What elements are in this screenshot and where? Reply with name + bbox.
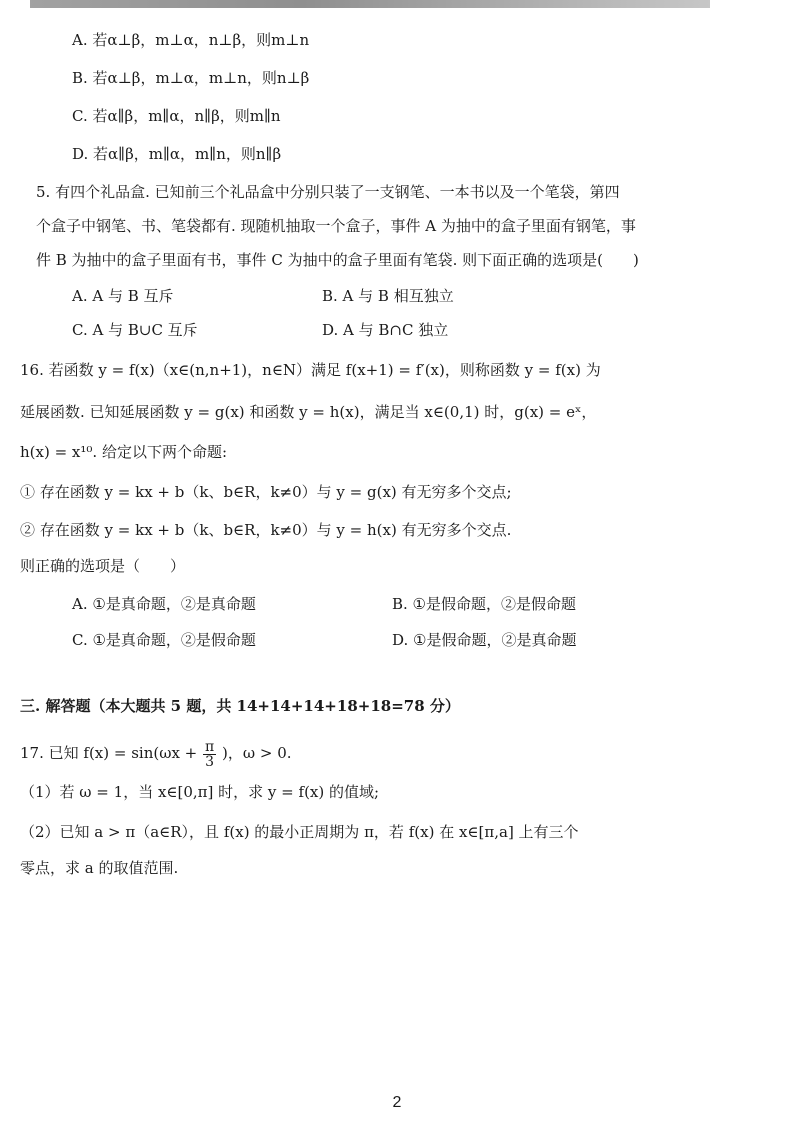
q17-stem-before: 17. 已知 f(x) = sin(ωx + — [20, 744, 198, 762]
q5-stem-line-3: 件 B 为抽中的盒子里面有书，事件 C 为抽中的盒子里面有笔袋. 则下面正确的选项是( ) — [36, 251, 639, 269]
section-3-heading: 三. 解答题（本大题共 5 题，共 14+14+14+18+18=78 分） — [20, 697, 460, 715]
q17-part-1: （1）若 ω = 1，当 x∈[0,π] 时，求 y = f(x) 的值域; — [20, 783, 380, 801]
q4-option-b: B. 若α⊥β，m⊥α，m⊥n，则n⊥β — [72, 69, 310, 87]
q17-stem-after: )，ω > 0. — [222, 744, 292, 762]
q17-fraction — [203, 740, 216, 769]
q4-option-d: D. 若α∥β，m∥α，m∥n，则n∥β — [72, 145, 282, 163]
cropped-question-header-scan-artifact — [30, 0, 710, 8]
q16-option-b: B. ①是假命题，②是假命题 — [392, 595, 577, 613]
q17-stem — [20, 736, 292, 770]
q17-fraction-denominator: 3 — [205, 753, 215, 770]
q17-fraction-numerator: π — [205, 738, 215, 755]
q16-option-d: D. ①是假命题，②是真命题 — [392, 631, 577, 649]
q16-prompt: 则正确的选项是（ ） — [20, 557, 186, 575]
q17-part-2-line-2: 零点，求 a 的取值范围. — [20, 859, 179, 877]
q16-proposition-2: ② 存在函数 y = kx + b（k、b∈R，k≠0）与 y = h(x) 有无穷多个交点. — [20, 521, 512, 539]
q16-stem-line-3: h(x) = x¹⁰. 给定以下两个命题: — [20, 443, 228, 461]
q5-option-b: B. A 与 B 相互独立 — [322, 287, 454, 305]
q5-stem-line-1: 5. 有四个礼品盒. 已知前三个礼品盒中分别只装了一支钢笔、一本书以及一个笔袋，第四 — [36, 183, 620, 201]
q16-option-a: A. ①是真命题，②是真命题 — [72, 595, 256, 613]
q5-stem-line-2: 个盒子中钢笔、书、笔袋都有. 现随机抽取一个盒子，事件 A 为抽中的盒子里面有钢笔，事 — [36, 217, 636, 235]
q16-stem-line-1: 16. 若函数 y = f(x)（x∈(n,n+1)，n∈N）满足 f(x+1) = f′(x)，则称函数 y = f(x) 为 — [20, 361, 601, 379]
q4-option-c: C. 若α∥β，m∥α，n∥β，则m∥n — [72, 107, 281, 125]
q5-option-d: D. A 与 B∩C 独立 — [322, 321, 449, 339]
q5-option-c: C. A 与 B∪C 互斥 — [72, 321, 198, 339]
q4-option-a: A. 若α⊥β，m⊥α，n⊥β，则m⊥n — [72, 31, 310, 49]
q16-stem-line-2: 延展函数. 已知延展函数 y = g(x) 和函数 y = h(x)，满足当 x∈(0,1) 时，g(x) = eˣ， — [20, 403, 597, 421]
q17-part-2-line-1: （2）已知 a > π（a∈R），且 f(x) 的最小正周期为 π，若 f(x) 在 x∈[π,a] 上有三个 — [20, 823, 579, 841]
q16-proposition-1: ① 存在函数 y = kx + b（k、b∈R，k≠0）与 y = g(x) 有无穷多个交点; — [20, 483, 512, 501]
q16-option-c: C. ①是真命题，②是假命题 — [72, 631, 256, 649]
q5-option-a: A. A 与 B 互斥 — [72, 287, 174, 305]
page-number: 2 — [392, 1094, 402, 1111]
